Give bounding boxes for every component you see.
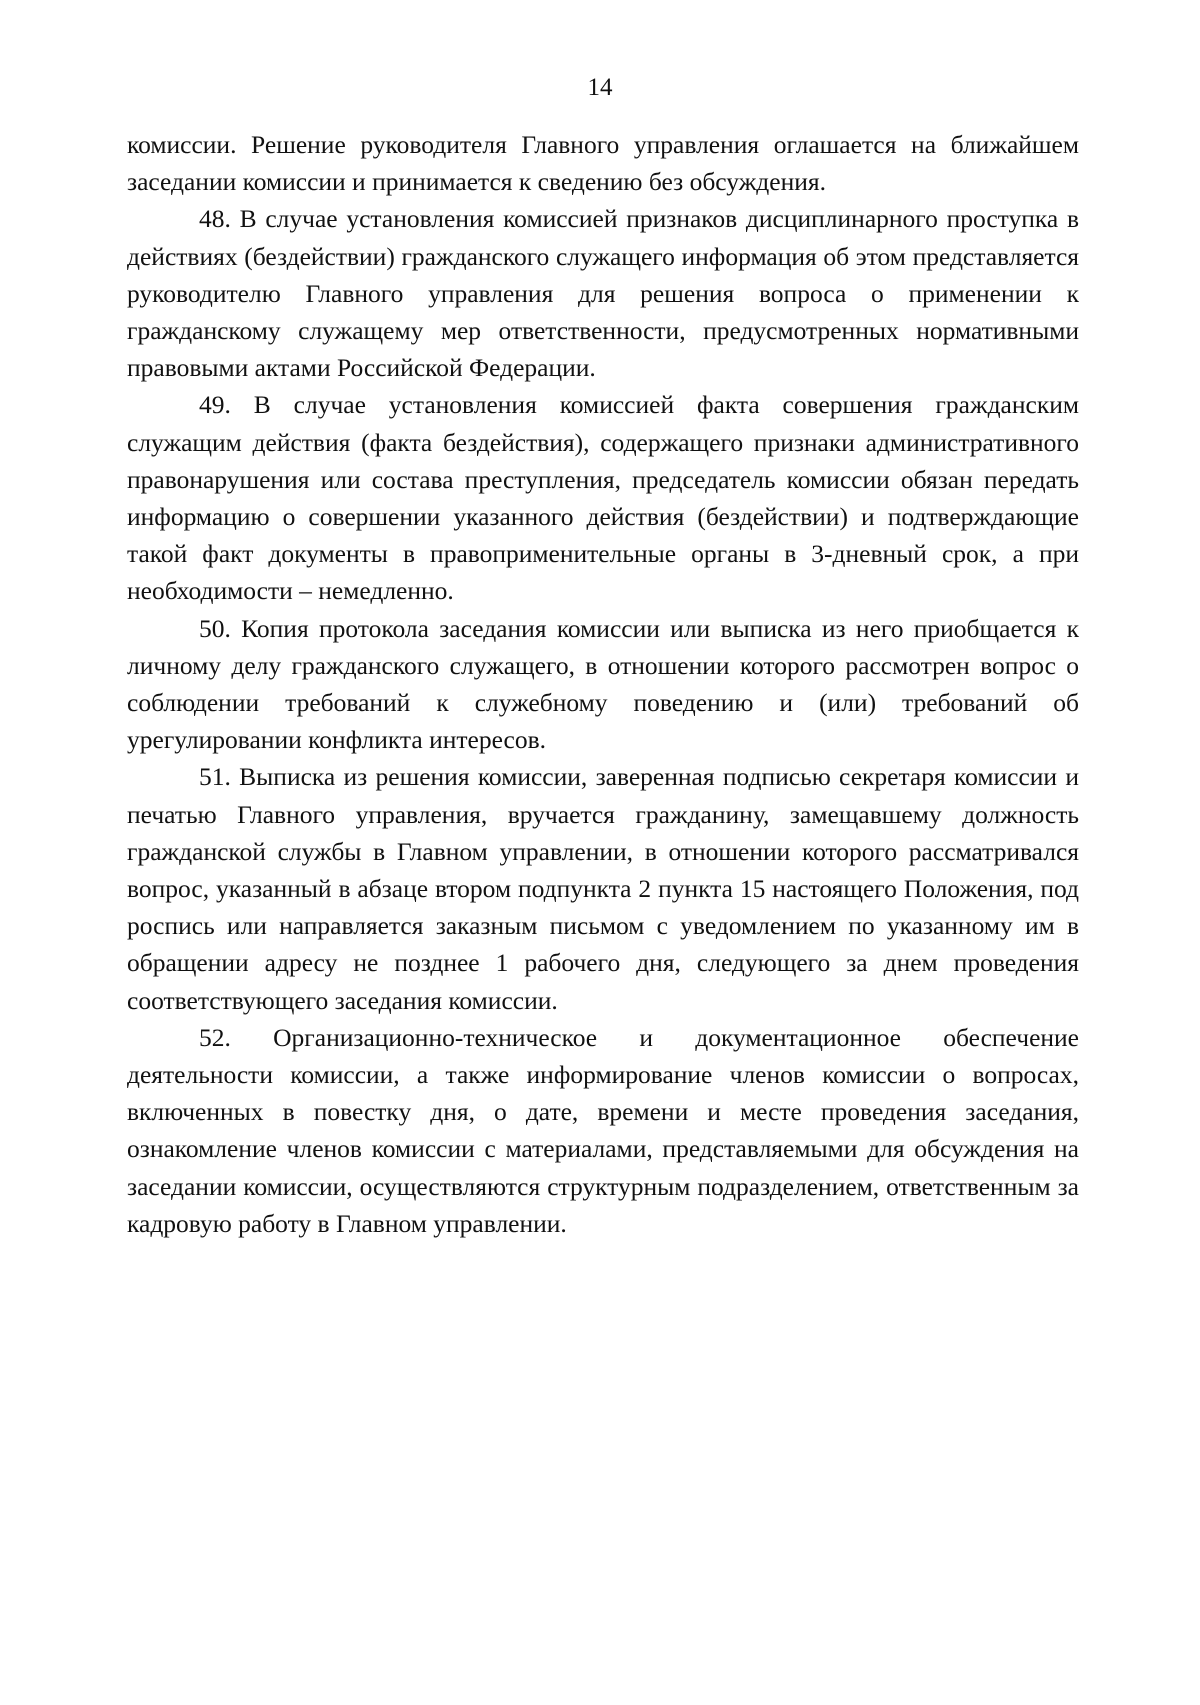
document-body	[127, 126, 1079, 1242]
paragraph-52: 52. Организационно-техническое и документационное обеспечение деятельности комиссии, а также информирование членов комиссии о вопросах, включенных в повестку дня, о дате, времени и месте проведения заседания, ознакомление членов комиссии с материалами, представляемыми для обсуждения на заседании комиссии, осуществляются структурным подразделением, ответственным за кадровую работу в Главном управлении.	[127, 1022, 1079, 1238]
paragraph-50: 50. Копия протокола заседания комиссии или выписка из него приобщается к личному делу гражданского служащего, в отношении которого рассмотрен вопрос о соблюдении требований к служебному поведению и (или) требований об урегулировании конфликта интересов.	[127, 613, 1079, 755]
paragraph-51: 51. Выписка из решения комиссии, заверенная подписью секретаря комиссии и печатью Главного управления, вручается гражданину, замещавшему должность гражданской службы в Главном управлении, в отношении которого рассматривался вопрос, указанный в абзаце втором подпункта 2 пункта 15 настоящего Положения, под роспись или направляется заказным письмом с уведомлением по указанному им в обращении адресу не позднее 1 рабочего дня, следующего за днем проведения соответствующего заседания комиссии.	[127, 762, 1079, 1015]
page-number: 14	[587, 74, 613, 101]
paragraph-48: 48. В случае установления комиссией признаков дисциплинарного проступка в действиях (бездействии) гражданского служащего информация об этом представляется руководителю Главного управления для решения вопроса о применении к гражданскому служащему мер ответственности, предусмотренных нормативными правовыми актами Российской Федерации.	[127, 204, 1079, 383]
paragraph-continuation: комиссии. Решение руководителя Главного управления оглашается на ближайшем заседании комиссии и принимается к сведению без обсуждения.	[127, 130, 1079, 197]
paragraph-49: 49. В случае установления комиссией факта совершения гражданским служащим действия (факта бездействия), содержащего признаки административного правонарушения или состава преступления, председатель комиссии обязан передать информацию о совершении указанного действия (бездействии) и подтверждающие такой факт документы в правоприменительные органы в 3-дневный срок, а при необходимости – немедленно.	[127, 390, 1079, 606]
